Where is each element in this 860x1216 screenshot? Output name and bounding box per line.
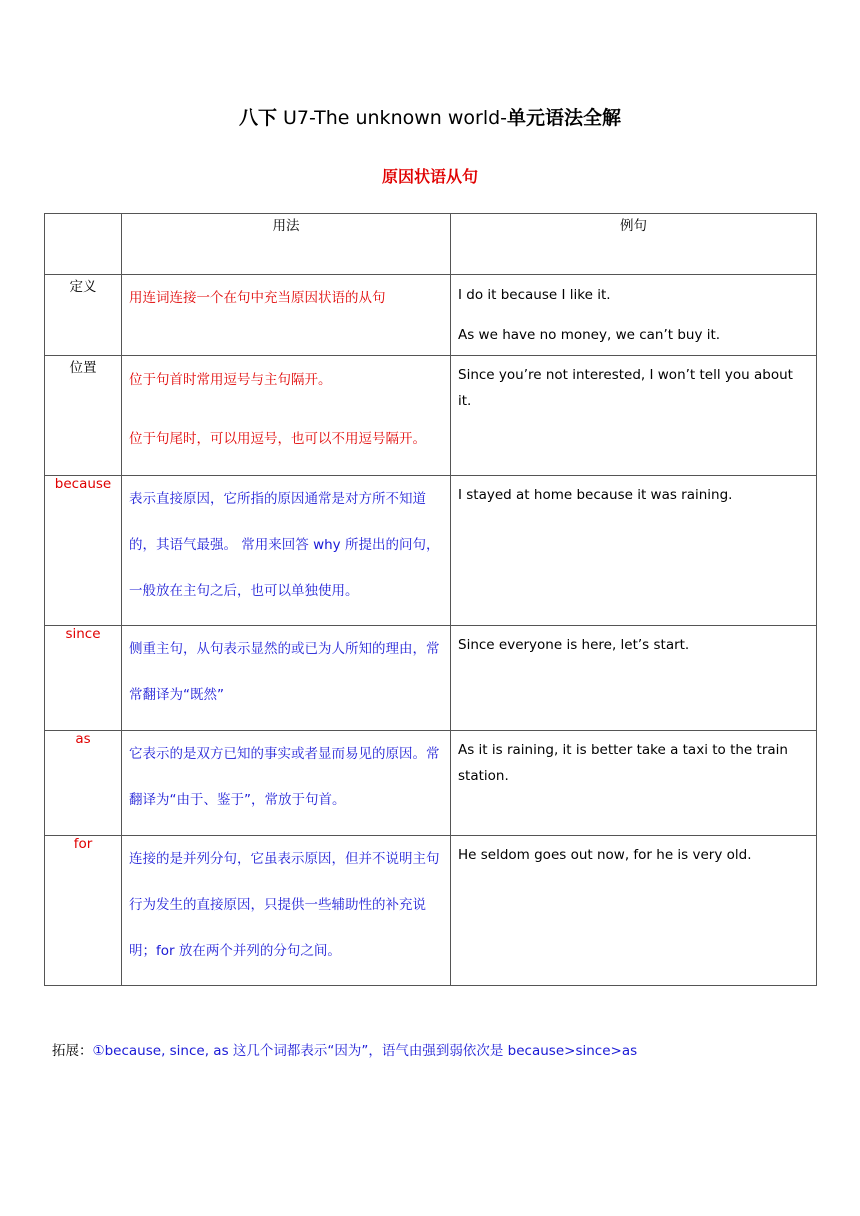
- usage-text: 用连词连接一个在句中充当原因状语的从句: [129, 290, 386, 306]
- title-middle: U7-The unknown world-: [276, 107, 508, 129]
- usage-text: 侧重主句，从句表示显然的或已为人所知的理由，常常翻译为“既然”: [129, 641, 440, 703]
- header-usage: 用法: [122, 214, 451, 275]
- example-cell: [451, 275, 817, 356]
- row-label: as: [45, 731, 122, 836]
- example-text: I stayed at home because it was raining.: [458, 487, 733, 503]
- extension-note: [52, 1040, 637, 1062]
- row-label: for: [45, 836, 122, 986]
- table-row: [45, 476, 817, 626]
- example-text: Since you’re not interested, I won’t tell you about it.: [458, 367, 793, 409]
- section-subtitle: 原因状语从句: [381, 167, 478, 186]
- example-cell: [451, 476, 817, 626]
- example-cell: [451, 626, 817, 731]
- table-row: [45, 275, 817, 356]
- usage-cell: [122, 731, 451, 836]
- usage-cell: [122, 836, 451, 986]
- table-row: [45, 356, 817, 476]
- title-prefix: 八下: [238, 107, 277, 129]
- example-text: As we have no money, we can’t buy it.: [458, 327, 721, 343]
- example-text: He seldom goes out now, for he is very old.: [458, 847, 752, 863]
- note-text: ①because, since, as 这几个词都表示“因为”，语气由强到弱依次是 because>since>as: [92, 1043, 638, 1059]
- usage-text: 它表示的是双方已知的事实或者显而易见的原因。常翻译为“由于、鉴于”，常放于句首。: [129, 746, 440, 808]
- usage-text: 位于句尾时，可以用逗号，也可以不用逗号隔开。: [129, 431, 426, 447]
- page-title: [0, 104, 860, 132]
- usage-cell: [122, 275, 451, 356]
- header-examples: 例句: [451, 214, 817, 275]
- usage-text: 位于句首时常用逗号与主句隔开。: [129, 372, 332, 388]
- table-header-row: [45, 214, 817, 275]
- example-cell: [451, 356, 817, 476]
- example-cell: [451, 731, 817, 836]
- note-prefix: 拓展：: [52, 1043, 93, 1059]
- usage-cell: [122, 356, 451, 476]
- usage-cell: [122, 626, 451, 731]
- table-row: [45, 836, 817, 986]
- row-label: since: [45, 626, 122, 731]
- usage-text: 连接的是并列分句，它虽表示原因，但并不说明主句行为发生的直接原因，只提供一些辅助性的补充说明；for 放在两个并列的分句之间。: [129, 851, 440, 959]
- example-text: I do it because I like it.: [458, 287, 611, 303]
- table-row: [45, 626, 817, 731]
- example-text: Since everyone is here, let’s start.: [458, 637, 690, 653]
- usage-cell: [122, 476, 451, 626]
- header-empty: [45, 214, 122, 275]
- usage-text: 表示直接原因，它所指的原因通常是对方所不知道的，其语气最强。 常用来回答 why 所提出的问句，一般放在主句之后，也可以单独使用。: [129, 491, 440, 599]
- title-suffix: 单元语法全解: [507, 107, 622, 129]
- grammar-table: [44, 213, 817, 986]
- row-label: 定义: [45, 275, 122, 356]
- row-label: because: [45, 476, 122, 626]
- row-label: 位置: [45, 356, 122, 476]
- table-row: [45, 731, 817, 836]
- example-text: As it is raining, it is better take a taxi to the train station.: [458, 742, 788, 784]
- example-cell: [451, 836, 817, 986]
